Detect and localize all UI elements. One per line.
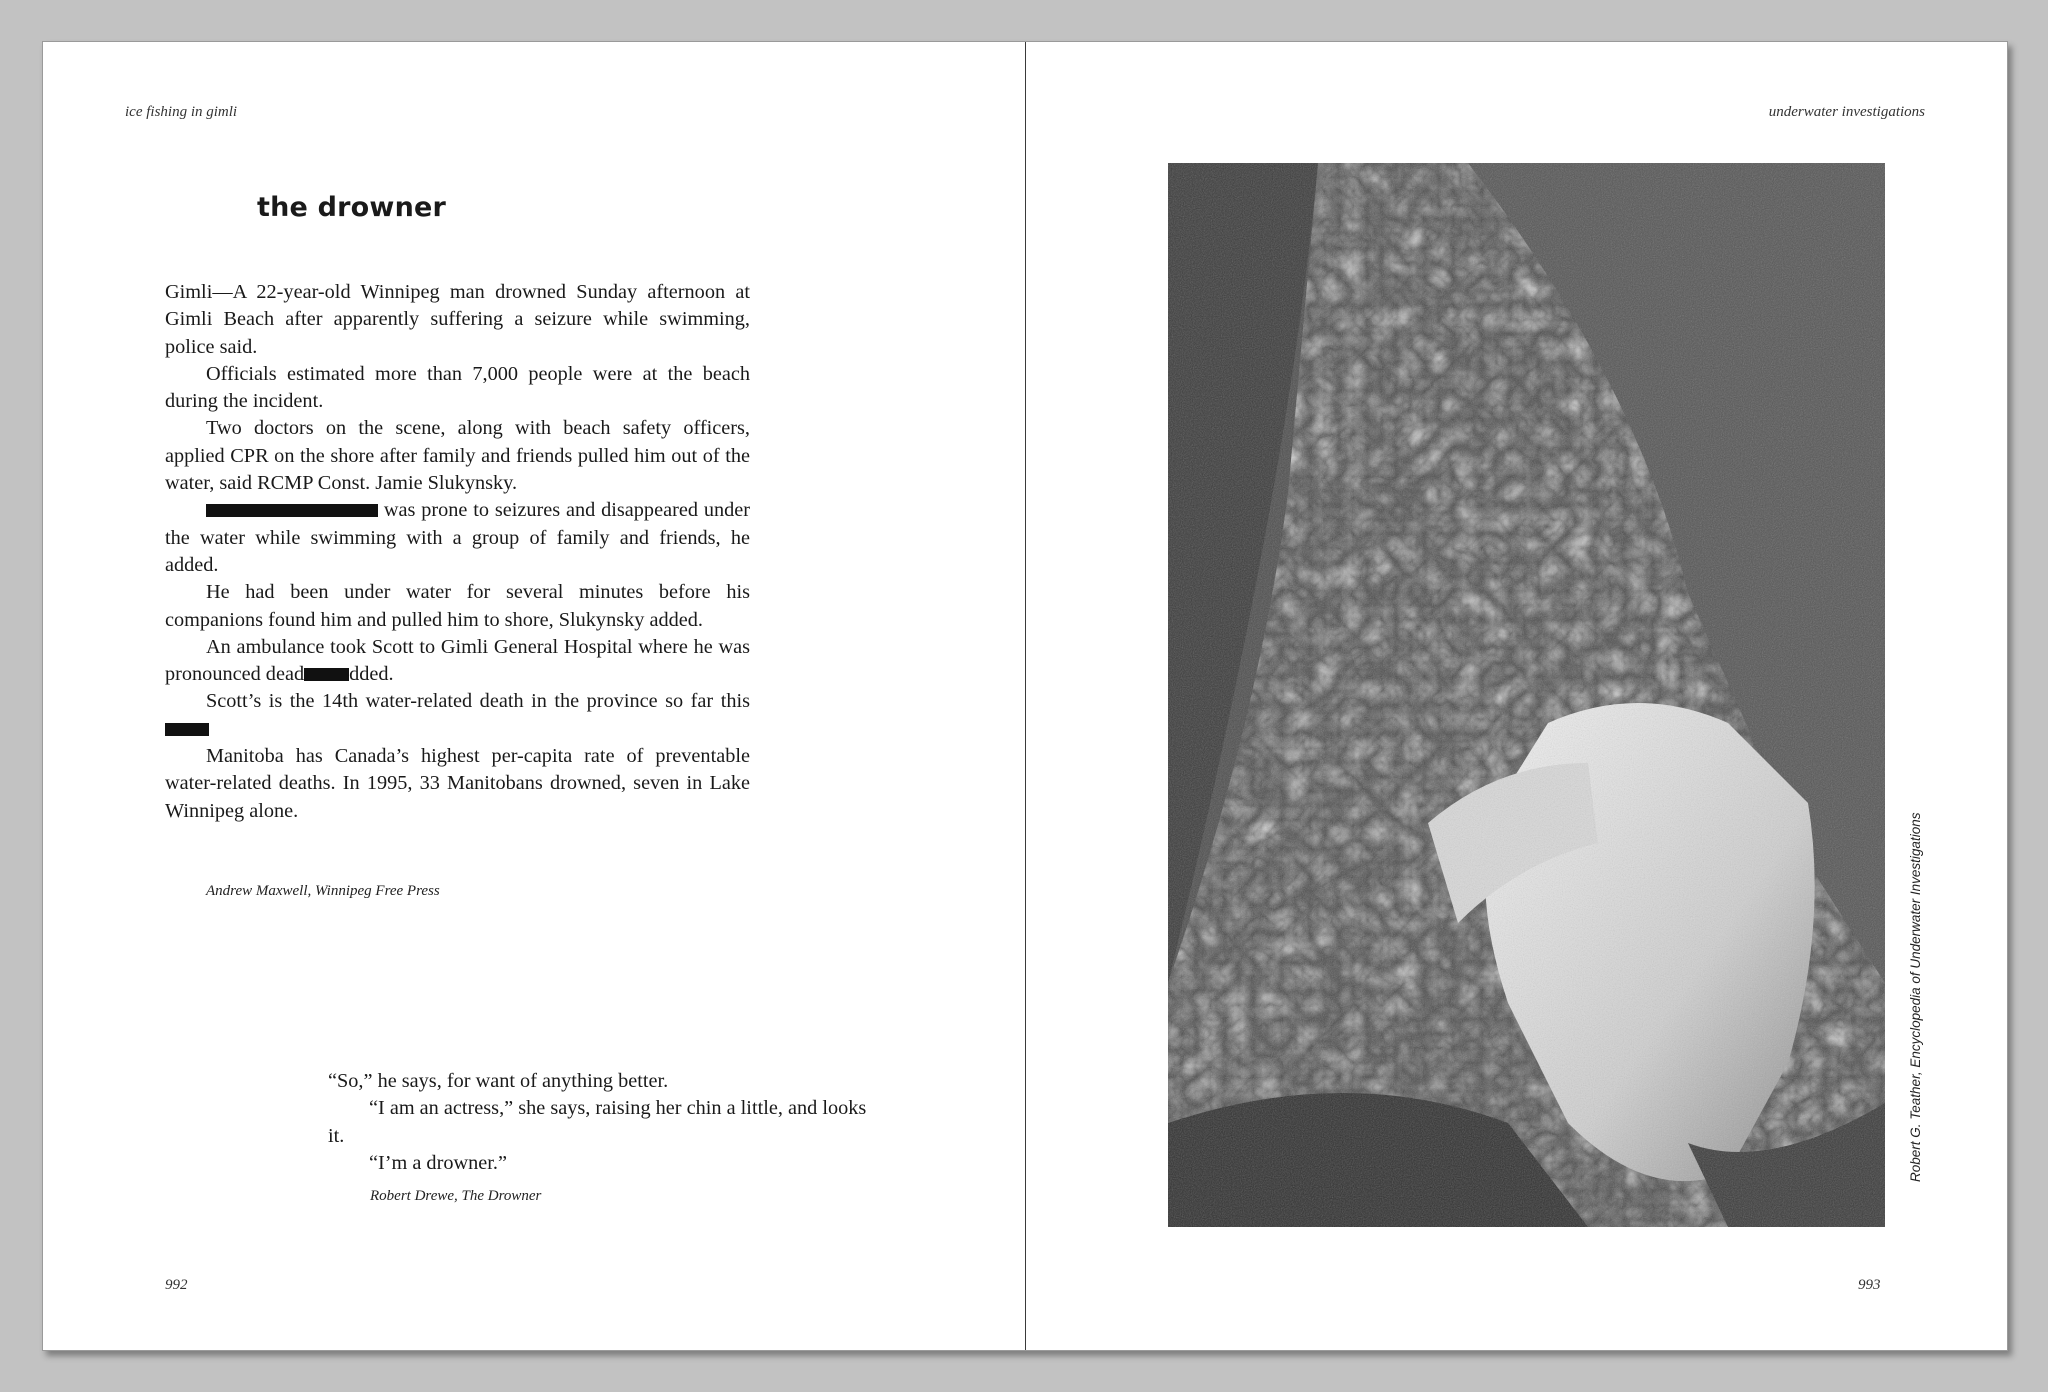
article-paragraph: Two doctors on the scene, along with beach safety officers, applied CPR on the shore after family and friends pulled him out of the water, said RCMP Const. Jamie Slukynsky. [165, 417, 750, 495]
article-paragraph: He had been under water for several minutes before his companions found him and pulled him to shore, Slukynsky added. [165, 581, 750, 631]
article-paragraph: Officials estimated more than 7,000 people were at the beach during the incident. [165, 362, 750, 413]
article-paragraph: Manitoba has Canada’s highest per-capita rate of preventable water-related deaths. In 1995, 33 Manitobans drowned, seven in Lake Winnipeg alone. [165, 745, 750, 822]
article-paragraph-redacted [165, 497, 750, 579]
running-head-right: underwater investigations [1768, 104, 1925, 120]
article-credit: Andrew Maxwell, Winnipeg Free Press [206, 883, 440, 899]
news-article [165, 279, 750, 825]
redacted-paragraph-text: was prone to seizures and disappeared under the water while swimming with a group of family and friends, he added. [165, 499, 750, 576]
photo-caption: Robert G. Teather, Encyclopedia of Underwater Investigations [1908, 812, 1923, 1182]
underwater-photo-image [1168, 163, 1885, 1227]
redacted-paragraph-text: Scott’s is the 14th water-related death in the province so far this [206, 690, 750, 713]
redacted-paragraph-text: dded. [349, 663, 394, 686]
quote-line: “So,” he says, for want of anything better. [328, 1070, 669, 1092]
article-paragraph-redacted [165, 688, 750, 743]
page-number-right: 993 [1858, 1277, 1881, 1293]
page-title: the drowner [257, 192, 447, 223]
article-paragraph: Gimli—A 22-year-old Winnipeg man drowned Sunday afternoon at Gimli Beach after apparently suffering a seizure while swimming, police said. [165, 281, 750, 358]
running-head-left: ice fishing in gimli [125, 104, 238, 120]
redaction-bar [304, 668, 349, 681]
article-paragraph-redacted [165, 634, 750, 689]
quote-line: “I am an actress,” she says, raising her chin a little, and looks it. [328, 1097, 867, 1147]
underwater-photo [1168, 163, 1885, 1227]
page-gutter [1025, 42, 1026, 1350]
quote-line: “I’m a drowner.” [369, 1151, 507, 1174]
page-number-left: 992 [165, 1277, 188, 1293]
epigraph-quote [328, 1068, 878, 1177]
redacted-paragraph-text: An ambulance took Scott to Gimli General Hospital where he was pronounced dead [165, 635, 750, 686]
redaction-bar [206, 504, 378, 517]
book-spread [42, 41, 2008, 1351]
redaction-bar [165, 723, 209, 736]
quote-credit: Robert Drewe, The Drowner [370, 1188, 542, 1204]
